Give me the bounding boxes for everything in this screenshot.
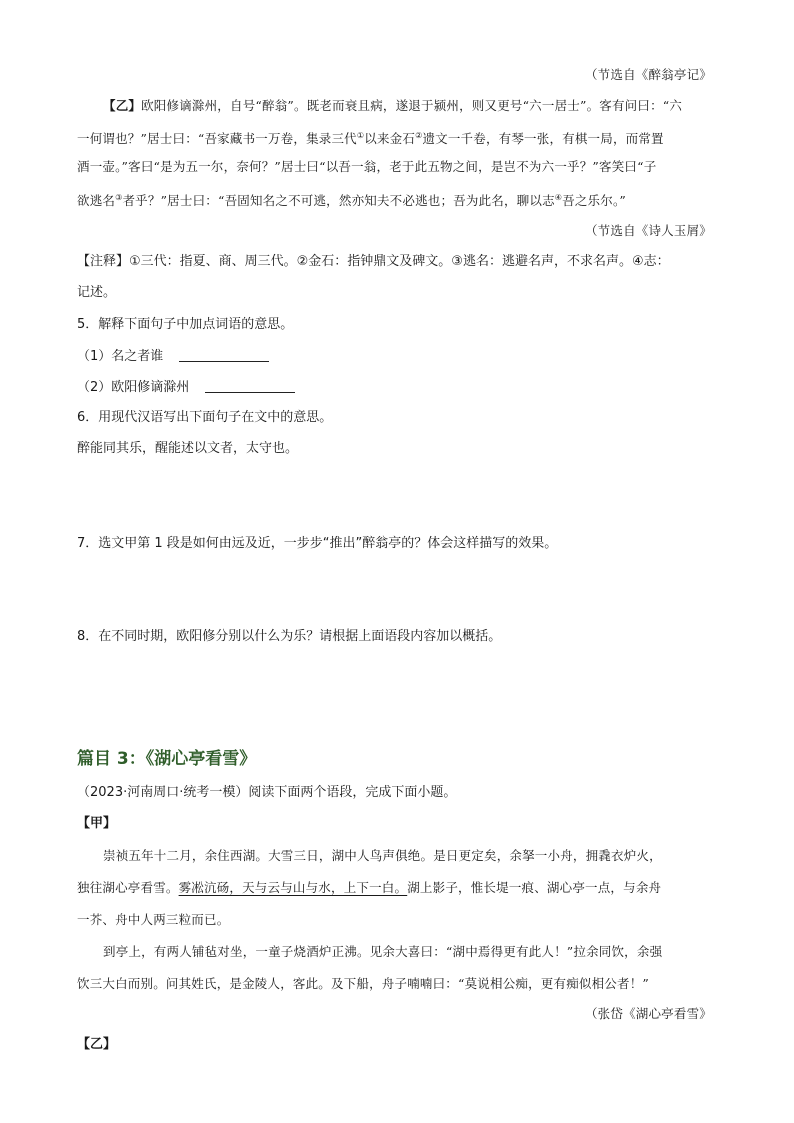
passage-jia-line-3: 一芥、舟中人两三粒而已。 [77,912,230,927]
source-huxintingkanxue: （张岱《湖心亭看雪》 [584,1006,712,1021]
label-yi-2: 【乙】 [77,1037,117,1052]
question-7: 7．选文甲第 1 段是如何由远及近，一步步“推出”醉翁亭的？体会这样描写的效果。 [77,536,558,551]
passage-yi-line-1: 【乙】欧阳修谪滁州，自号“醉翁”。既老而衰且病，遂退于颍州，则又更号“六一居士”。客有问曰：“六 [103,98,683,113]
passage-yi-line-2: 一何谓也？”居士曰：“吾家藏书一万卷，集录三代①以来金石②遗文一千卷，有琴一张，有棋一局，而常置 [77,131,664,146]
notes-line-1: 【注释】①三代：指夏、商、周三代。②金石：指钟鼎文及碑文。③逃名：逃避名声，不求名声。④志： [77,254,670,269]
question-6: 6．用现代汉语写出下面句子在文中的意思。 [77,410,333,425]
passage-yi-line-4: 欲逃名③者乎？”居士曰：“吾固知名之不可逃，然亦知夫不必逃也；吾为此名，聊以志④吾之乐尔。” [77,193,626,208]
passage-jia-line-5: 饮三大白而别。问其姓氏，是金陵人，客此。及下船，舟子喃喃曰：“莫说相公痴，更有痴似相公者！” [77,976,649,991]
question-6-sentence: 醉能同其乐，醒能述以文者，太守也。 [77,441,299,456]
section-title: 篇目 3：《湖心亭看雪》 [77,749,257,769]
question-8: 8．在不同时期，欧阳修分别以什么为乐？请根据上面语段内容加以概括。 [77,629,502,644]
footnote-3: ③ [115,193,123,202]
answer-blank-5-2[interactable] [205,378,295,393]
label-yi: 【乙】 [103,98,142,113]
footnote-4: ④ [554,193,563,202]
notes-line-2: 记述。 [77,285,117,300]
footnote-1: ① [356,131,365,140]
source-zuiwengtingji: （节选自《醉翁亭记》 [584,67,712,82]
passage-yi-line-3: 酒一壶。”客曰“是为五一尔，奈何？”居士曰“以吾一翁，老于此五物之间，是岂不为六一乎？”客笑曰“子 [77,159,657,174]
source-shirenyuxie: （节选自《诗人玉屑》 [584,223,712,238]
question-5-1: （1）名之者谁 [77,347,269,366]
passage-jia-line-4: 到亭上，有两人铺毡对坐，一童子烧酒炉正沸。见余大喜曰：“湖中焉得更有此人！”拉余同饮，余强 [103,944,663,959]
underlined-sentence: 雾凇沆砀，天与云与山与水，上下一白。 [178,880,408,895]
passage-jia-line-2: 独往湖心亭看雪。雾凇沆砀，天与云与山与水，上下一白。湖上影子，惟长堤一痕、湖心亭一点，与余舟 [77,880,662,895]
passage-jia-line-1: 崇祯五年十二月，余住西湖。大雪三日，湖中人鸟声俱绝。是日更定矣，余拏一小舟，拥毳衣炉火， [103,848,662,863]
label-jia: 【甲】 [77,816,117,831]
exam-source: （2023·河南周口·统考一模）阅读下面两个语段，完成下面小题。 [77,785,457,800]
question-5: 5．解释下面句子中加点词语的意思。 [77,317,294,332]
answer-blank-5-1[interactable] [179,347,269,362]
footnote-2: ② [415,131,423,140]
question-5-2: （2）欧阳修谪滁州 [77,378,295,397]
